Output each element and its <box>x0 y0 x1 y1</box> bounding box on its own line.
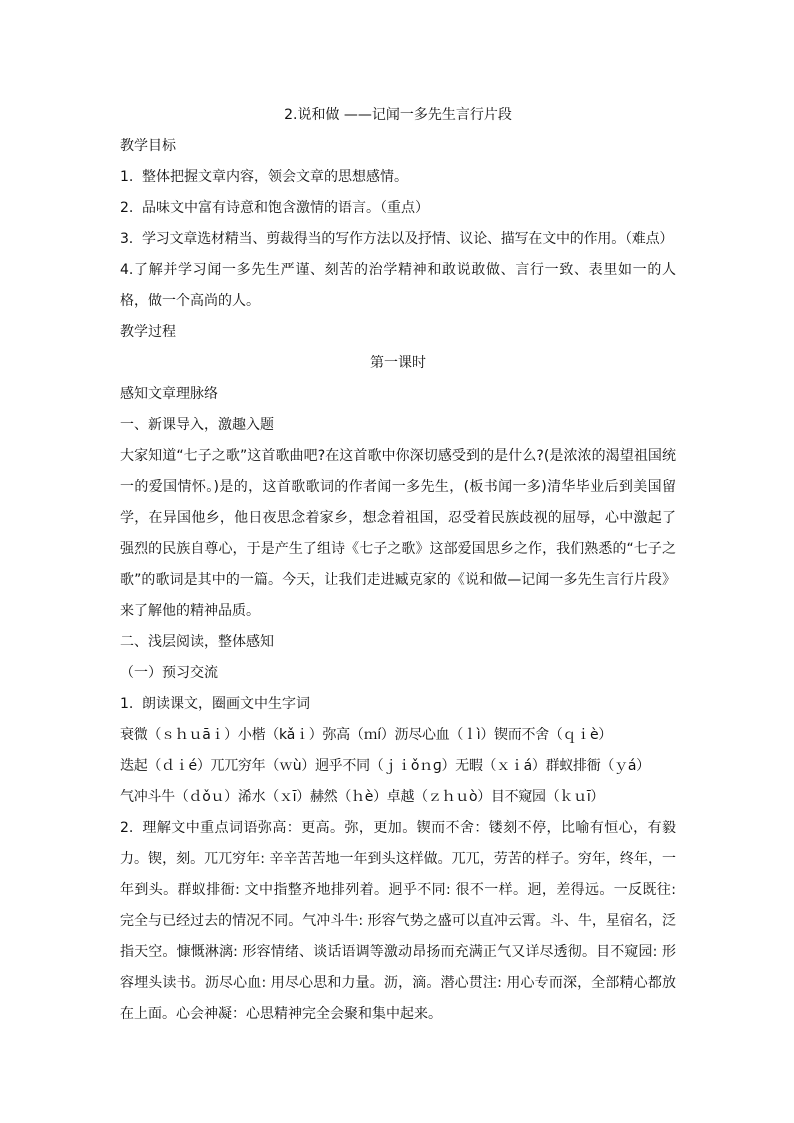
intro-paragraph: 大家知道“七子之歌”这首歌曲吧?在这首歌中你深切感受到的是什么?(是浓浓的渴望祖国统一的爱国情怀。)是的，这首歌歌词的作者闻一多先生，(板书闻一多)清华毕业后到美国留学，在异国他乡，他日夜思念着家乡，想念着祖国，忍受着民族歧视的屈辱，心中激起了强烈的民族自尊心，于是产生了组诗《七子之歌》这部爱国思乡之作，我们熟悉的“七子之歌”的歌词是其中的一篇。今天，让我们走进臧克家的《说和做—记闻一多先生言行片段》来了解他的精神品质。 <box>120 448 676 619</box>
objective-item-4: 4.了解并学习闻一多先生严谨、刻苦的治学精神和敢说敢做、言行一致、表里如一的人格，做一个高尚的人。 <box>120 262 676 309</box>
part-heading-1: 一、新课导入，激趣入题 <box>120 417 274 433</box>
objective-number: 3. <box>120 231 133 247</box>
exercise-text: 朗读课文，圈画文中生字词 <box>142 696 310 712</box>
objective-item-1 <box>120 162 676 193</box>
objective-number: 2. <box>120 200 134 216</box>
objective-item-2 <box>120 193 676 224</box>
exercise-item-1 <box>120 689 676 720</box>
exercise-number: 2. <box>120 820 134 836</box>
pinyin-line-2: 迭起（ｄｉé）兀兀穷年（ｗù）迥乎不同（ｊｉǒｎɡ）无暇（ｘｉá）群蚁排衙（ｙá） <box>120 758 650 774</box>
part-heading-2: 二、浅层阅读，整体感知 <box>120 634 274 650</box>
section-heading-objectives: 教学目标 <box>120 138 176 154</box>
exercise-number: 1. <box>120 696 134 712</box>
document-body <box>120 100 676 1030</box>
objective-number: 1. <box>120 169 134 185</box>
objective-text: 学习文章选材精当、剪裁得当的写作方法以及抒情、议论、描写在文中的作用。（难点） <box>142 231 674 247</box>
objective-text: 整体把握文章内容，领会文章的思想感情。 <box>142 169 408 185</box>
exercise-item-2 <box>120 813 676 1030</box>
subsection-heading: 感知文章理脉络 <box>120 386 218 402</box>
sub-heading-preview: （一）预习交流 <box>120 665 218 681</box>
objective-text: 品味文中富有诗意和饱含激情的语言。（重点） <box>142 200 429 216</box>
section-heading-process: 教学过程 <box>120 324 176 340</box>
document-title: 2.说和做 ——记闻一多先生言行片段 <box>284 107 512 123</box>
pinyin-line-3: 气冲斗牛（ｄǒｕ）浠水（ｘī）赫然（ｈè）卓越（ｚｈｕò）目不窥园（ｋｕī） <box>120 789 605 805</box>
lesson-title: 第一课时 <box>370 355 426 371</box>
exercise-text: 理解文中重点词语弥高：更高。弥，更加。锲而不舍：镂刻不停，比喻有恒心，有毅力。锲，刻。兀兀穷年: 辛辛苦苦地一年到头这样做。兀兀，劳苦的样子。穷年，终年，一年到头。群蚁排衙: 文中指整齐地排列着。迥乎不同: 很不一样。迥，差得远。一反既往: 完全与已经过去的情况不同。气冲斗牛: 形容气势之盛可以直冲云霄。斗、牛，星宿名，泛指天空。慷慨淋漓: 形容情绪、谈话语调等激动昂扬而充满正气又详尽透彻。目不窥园: 形容埋头读书。沥尽心血: 用尽心思和力量。沥，滴。潜心贯注: 用心专而深，全部精心都放在上面。心会神凝：心思精神完全会聚和集中起来。 <box>120 820 676 1022</box>
pinyin-line-1: 衰微（ｓｈｕāｉ）小楷（kǎｉ）弥高（ｍí）沥尽心血（ｌì）锲而不舍（ｑｉè） <box>120 727 612 743</box>
objective-item-3 <box>120 224 676 255</box>
